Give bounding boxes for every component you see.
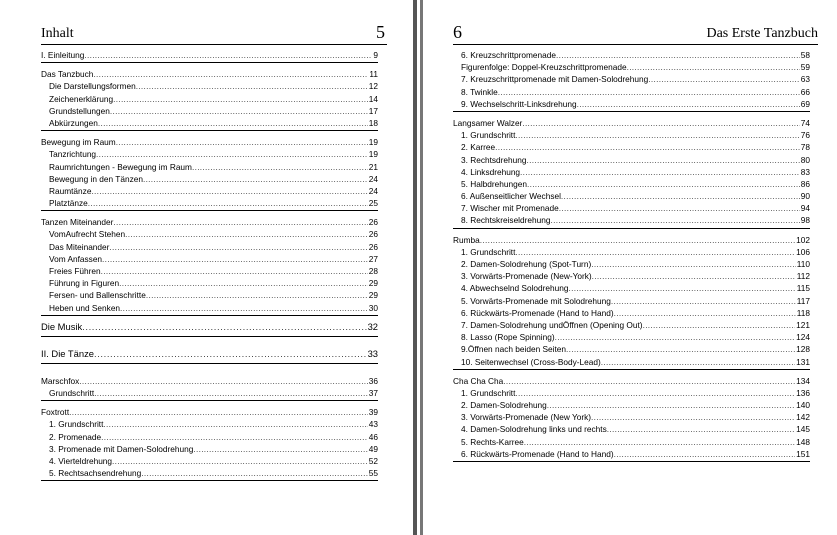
toc-entry[interactable]	[453, 331, 810, 343]
toc-entry[interactable]	[453, 141, 810, 153]
toc-entry-page: 69	[800, 98, 810, 109]
toc-entry[interactable]	[41, 117, 378, 129]
toc-entry[interactable]	[453, 234, 810, 246]
toc-entry[interactable]	[41, 148, 378, 160]
toc-entry-page: 25	[368, 198, 378, 209]
toc-entry-page: 58	[800, 50, 810, 60]
toc-entry-page: 21	[368, 161, 378, 172]
toc-entry[interactable]	[453, 282, 810, 294]
toc-entry[interactable]	[41, 228, 378, 240]
page-title: Das Erste Tanzbuch	[706, 26, 818, 41]
toc-entry-page: 46	[368, 431, 378, 442]
toc-entry[interactable]	[41, 431, 378, 443]
toc-section	[41, 406, 378, 481]
toc-entry[interactable]	[453, 246, 810, 258]
toc-section	[453, 375, 810, 462]
toc-entry-label: 6. Rückwärts-Promenade (Hand to Hand)	[461, 307, 614, 318]
toc-leader-dots	[146, 289, 368, 301]
toc-entry-page: 63	[800, 74, 810, 85]
toc-leader-dots	[193, 443, 367, 455]
toc-entry-label: Grundstellungen	[49, 105, 110, 116]
toc-leader-dots	[84, 49, 372, 61]
toc-leader-dots	[520, 166, 800, 178]
toc-entry-page: 24	[368, 173, 378, 184]
toc-entry[interactable]	[41, 241, 378, 253]
toc-entry-label: 3. Promenade mit Damen-Solodrehung	[49, 443, 194, 454]
toc-entry-page: 29	[368, 278, 378, 289]
toc-entry-label: 3. Vorwärts-Promenade (New-York)	[461, 271, 592, 282]
toc-entry[interactable]	[41, 173, 378, 185]
left-page	[0, 0, 413, 535]
toc-entry[interactable]	[41, 253, 378, 265]
toc-entry-page: 136	[796, 387, 810, 398]
toc-entry-page: 134	[796, 375, 810, 386]
toc-entry-page: 14	[368, 93, 378, 104]
toc-entry-label: Die Musik	[41, 320, 83, 332]
toc-entry-label: 6. Rückwärts-Promenade (Hand to Hand)	[461, 448, 614, 459]
toc-leader-dots	[91, 185, 367, 197]
toc-entry[interactable]	[453, 356, 810, 368]
toc-entry[interactable]	[453, 98, 810, 110]
toc-entry-page: 24	[368, 185, 378, 196]
toc-section	[453, 234, 810, 370]
toc-entry-page: 26	[368, 217, 378, 228]
toc-entry-page: 30	[368, 302, 378, 313]
toc-entry-label: Tanzen Miteinander	[41, 217, 114, 228]
toc-entry[interactable]	[41, 387, 378, 399]
toc-entry[interactable]	[41, 265, 378, 277]
toc-entry-label: 9. Wechselschritt-Linksdrehung	[461, 98, 577, 109]
toc-entry-page: 39	[368, 407, 378, 418]
toc-entry-page: 151	[796, 448, 810, 459]
toc-section	[41, 136, 378, 211]
toc-entry[interactable]	[453, 411, 810, 423]
toc-leader-dots	[101, 431, 368, 443]
toc-entry[interactable]	[453, 214, 810, 226]
toc-entry[interactable]	[41, 302, 378, 314]
toc-entry-page: 27	[368, 253, 378, 264]
toc-entry-label: 8. Twinkle	[461, 86, 498, 97]
toc-entry-label: 6. Außenseitlicher Wechsel	[461, 191, 561, 202]
toc-leader-dots	[119, 277, 368, 289]
toc-leader-dots	[524, 436, 795, 448]
toc-leader-dots	[112, 455, 368, 467]
toc-entry[interactable]	[453, 319, 810, 331]
toc-entry-page: 142	[796, 412, 810, 423]
toc-leader-dots	[559, 202, 800, 214]
toc-entry-label: Raumtänze	[49, 185, 92, 196]
toc-entry[interactable]	[41, 136, 378, 148]
toc-leader-dots	[527, 154, 800, 166]
toc-section	[41, 348, 378, 364]
toc-entry[interactable]	[41, 406, 378, 418]
table-of-contents	[453, 49, 810, 467]
toc-leader-dots	[566, 343, 795, 355]
toc-entry[interactable]	[453, 270, 810, 282]
toc-entry[interactable]	[453, 166, 810, 178]
toc-entry-label: 2. Damen-Solodrehung (Spot-Turn)	[461, 259, 592, 269]
toc-entry-label: Bewegung im Raum	[41, 137, 116, 148]
toc-entry[interactable]	[41, 289, 378, 301]
toc-leader-dots	[110, 105, 368, 117]
toc-entry-label: Freies Führen	[49, 266, 101, 276]
toc-entry-label: Abkürzungen	[49, 117, 98, 128]
toc-entry-label: Die Darstellungsformen	[49, 81, 136, 92]
toc-entry[interactable]	[453, 202, 810, 214]
toc-entry-page: 19	[368, 149, 378, 160]
toc-entry-label: Foxtrott	[41, 407, 70, 418]
toc-section	[41, 68, 378, 131]
toc-entry-page: 12	[368, 81, 378, 92]
toc-leader-dots	[503, 375, 795, 387]
toc-entry[interactable]	[41, 348, 378, 362]
toc-entry[interactable]	[41, 216, 378, 228]
toc-leader-dots	[116, 136, 368, 148]
toc-leader-dots	[522, 117, 799, 129]
toc-entry[interactable]	[453, 375, 810, 387]
toc-entry-page: 118	[796, 307, 810, 318]
toc-entry-page: 33	[367, 347, 378, 359]
toc-entry[interactable]	[41, 93, 378, 105]
toc-entry[interactable]	[41, 443, 378, 455]
toc-entry-label: Das Miteinander	[49, 241, 110, 252]
toc-leader-dots	[93, 68, 368, 80]
toc-entry-label: Fersen- und Ballenschritte	[49, 290, 146, 301]
toc-entry-label: Langsamer Walzer	[453, 117, 523, 128]
toc-leader-dots	[480, 234, 795, 246]
toc-entry[interactable]	[453, 343, 810, 355]
toc-entry[interactable]	[41, 49, 378, 61]
toc-entry-label: 1. Grundschritt	[461, 130, 516, 141]
toc-entry[interactable]	[453, 178, 810, 190]
toc-entry-label: 6. Kreuzschrittpromenade	[461, 50, 557, 60]
toc-leader-dots	[120, 302, 368, 314]
toc-entry[interactable]	[453, 190, 810, 202]
toc-entry-page: 145	[796, 424, 810, 435]
toc-leader-dots	[515, 387, 795, 399]
toc-entry-label: 1. Grundschritt	[49, 419, 104, 430]
toc-entry-page: 76	[800, 130, 810, 141]
toc-leader-dots	[601, 356, 795, 368]
right-page	[423, 0, 837, 535]
toc-entry-label: 9.Öffnen nach beiden Seiten	[461, 344, 567, 355]
toc-section	[41, 321, 378, 337]
toc-leader-dots	[103, 418, 367, 430]
toc-leader-dots	[550, 214, 799, 226]
toc-entry[interactable]	[453, 154, 810, 166]
toc-entry[interactable]	[41, 80, 378, 92]
toc-leader-dots	[515, 246, 795, 258]
toc-entry[interactable]	[41, 455, 378, 467]
toc-section	[453, 117, 810, 229]
toc-entry[interactable]	[41, 277, 378, 289]
toc-leader-dots	[101, 265, 368, 277]
toc-entry[interactable]	[453, 61, 810, 73]
toc-leader-dots	[555, 331, 796, 343]
toc-leader-dots	[98, 117, 368, 129]
toc-leader-dots	[192, 161, 368, 173]
toc-entry-page: 102	[796, 234, 810, 245]
toc-leader-dots	[643, 319, 796, 331]
toc-entry-page: 128	[796, 344, 810, 355]
toc-entry-page: 115	[796, 283, 810, 294]
toc-entry-page: 26	[368, 241, 378, 252]
toc-entry-label: 3. Vorwärts-Promenade (New York)	[461, 412, 592, 423]
toc-entry-label: Marschfox	[41, 375, 80, 386]
toc-entry-label: 10. Seitenwechsel (Cross-Body-Lead)	[461, 356, 601, 367]
toc-entry-label: 8. Rechtskreiseldrehung	[461, 215, 551, 226]
toc-leader-dots	[611, 295, 796, 307]
toc-entry[interactable]	[41, 161, 378, 173]
toc-entry-page: 55	[368, 468, 378, 479]
toc-entry-page: 36	[368, 375, 378, 386]
toc-section	[41, 216, 378, 316]
toc-leader-dots	[96, 148, 368, 160]
toc-entry[interactable]	[453, 117, 810, 129]
toc-leader-dots	[141, 467, 368, 479]
toc-entry-label: 4. Abwechselnd Solodrehung	[461, 283, 569, 294]
toc-entry-label: I. Einleitung	[41, 50, 85, 60]
page-number: 6	[453, 22, 462, 42]
toc-entry-page: 83	[800, 166, 810, 177]
toc-leader-dots	[79, 375, 367, 387]
toc-entry-label: Heben und Senken	[49, 302, 121, 313]
toc-section	[41, 375, 378, 401]
toc-entry-label: 4. Vierteldrehung	[49, 455, 113, 466]
toc-leader-dots	[561, 190, 800, 202]
toc-entry-label: 5. Vorwärts-Promenade mit Solodrehung	[461, 295, 611, 306]
toc-entry[interactable]	[453, 387, 810, 399]
toc-entry-page: 98	[800, 215, 810, 226]
toc-leader-dots	[568, 282, 795, 294]
toc-entry-label: Bewegung in den Tänzen	[49, 173, 143, 184]
toc-entry-label: 2. Damen-Solodrehung	[461, 400, 547, 411]
toc-entry[interactable]	[453, 86, 810, 98]
toc-entry-page: 94	[800, 203, 810, 214]
page-number: 5	[376, 22, 385, 42]
toc-entry[interactable]	[453, 258, 810, 270]
toc-entry-page: 59	[800, 62, 810, 73]
toc-entry-page: 11	[369, 69, 378, 80]
toc-entry-page: 140	[796, 400, 810, 411]
toc-entry-label: 4. Damen-Solodrehung links und rechts	[461, 424, 607, 435]
toc-leader-dots	[495, 141, 800, 153]
toc-entry-label: 4. Linksdrehung	[461, 166, 521, 177]
toc-leader-dots	[113, 93, 368, 105]
toc-leader-dots	[547, 399, 795, 411]
toc-entry[interactable]	[41, 197, 378, 209]
toc-entry-page: 74	[800, 117, 810, 128]
toc-leader-dots	[82, 321, 366, 333]
toc-entry-page: 110	[796, 259, 810, 269]
toc-entry-page: 18	[368, 117, 378, 128]
toc-leader-dots	[527, 178, 800, 190]
toc-leader-dots	[94, 387, 368, 399]
toc-entry-label: Cha Cha Cha	[453, 375, 504, 386]
table-of-contents	[41, 49, 378, 486]
toc-entry-page: 17	[368, 105, 378, 116]
toc-entry-page: 106	[796, 246, 810, 257]
toc-leader-dots	[648, 73, 800, 85]
toc-entry[interactable]	[453, 423, 810, 435]
toc-entry-label: 8. Lasso (Rope Spinning)	[461, 332, 555, 343]
toc-entry[interactable]	[453, 448, 810, 460]
toc-entry-page: 90	[800, 191, 810, 202]
toc-entry-page: 52	[368, 455, 378, 466]
toc-entry-label: Vom Anfassen	[49, 253, 103, 264]
toc-leader-dots	[627, 61, 800, 73]
toc-leader-dots	[102, 253, 368, 265]
toc-entry[interactable]	[41, 418, 378, 430]
toc-entry-label: Zeichenerklärung	[49, 93, 114, 104]
toc-leader-dots	[591, 258, 796, 270]
toc-entry-page: 49	[368, 443, 378, 454]
toc-entry-page: 124	[796, 332, 810, 343]
toc-leader-dots	[113, 216, 367, 228]
page-title: Inhalt	[41, 26, 74, 41]
toc-entry[interactable]	[41, 185, 378, 197]
toc-entry-label: 7. Wischer mit Promenade	[461, 203, 559, 214]
toc-entry-label: Raumrichtungen - Bewegung im Raum	[49, 161, 192, 172]
toc-entry-page: 28	[368, 266, 378, 276]
toc-leader-dots	[143, 173, 368, 185]
toc-entry[interactable]	[453, 295, 810, 307]
toc-entry-label: Platztänze	[49, 198, 88, 209]
toc-leader-dots	[515, 129, 799, 141]
toc-entry-page: 26	[368, 229, 378, 240]
toc-entry-label: 2. Karree	[461, 142, 496, 153]
toc-section	[41, 49, 378, 63]
toc-entry[interactable]	[41, 321, 378, 335]
toc-entry-label: VomAufrecht Stehen	[49, 229, 126, 240]
toc-entry-label: 1. Grundschritt	[461, 246, 516, 257]
page-header	[41, 20, 387, 45]
toc-entry-page: 112	[796, 271, 810, 282]
toc-entry-page: 121	[796, 319, 810, 330]
toc-leader-dots	[591, 411, 795, 423]
toc-entry[interactable]	[41, 375, 378, 387]
toc-entry-page: 19	[368, 137, 378, 148]
toc-entry-page: 80	[800, 154, 810, 165]
toc-entry-label: 5. Rechts-Karree	[461, 436, 524, 447]
toc-entry-label: Führung in Figuren	[49, 278, 120, 289]
toc-leader-dots	[69, 406, 368, 418]
toc-entry-page: 117	[796, 295, 810, 306]
toc-leader-dots	[136, 80, 368, 92]
toc-entry-page: 29	[368, 290, 378, 301]
toc-entry-page: 9	[373, 50, 378, 60]
toc-entry[interactable]	[41, 105, 378, 117]
toc-entry-label: Figurenfolge: Doppel-Kreuzschrittpromenade	[461, 62, 627, 73]
toc-entry-label: 7. Damen-Solodrehung undÖffnen (Opening Out)	[461, 319, 643, 330]
toc-entry-label: Das Tanzbuch	[41, 69, 94, 80]
toc-section	[453, 49, 810, 112]
toc-entry-page: 32	[367, 320, 378, 332]
toc-leader-dots	[614, 448, 796, 460]
toc-entry[interactable]	[453, 49, 810, 61]
toc-entry-page: 43	[368, 419, 378, 430]
toc-leader-dots	[577, 98, 800, 110]
toc-leader-dots	[614, 307, 796, 319]
toc-leader-dots	[607, 423, 795, 435]
toc-leader-dots	[88, 197, 368, 209]
toc-entry[interactable]	[453, 307, 810, 319]
toc-entry-page: 131	[796, 356, 810, 367]
toc-entry[interactable]	[453, 399, 810, 411]
toc-leader-dots	[556, 49, 800, 61]
toc-entry[interactable]	[41, 68, 378, 80]
toc-entry-label: 1. Grundschritt	[461, 387, 516, 398]
toc-entry-page: 37	[368, 387, 378, 398]
toc-entry-page: 86	[800, 178, 810, 189]
toc-entry-label: 2. Promenade	[49, 431, 102, 442]
toc-entry-page: 148	[796, 436, 810, 447]
toc-entry[interactable]	[453, 73, 810, 85]
toc-entry-label: 7. Kreuzschrittpromenade mit Damen-Solodrehung	[461, 74, 649, 85]
toc-entry-label: Grundschritt	[49, 387, 95, 398]
toc-entry[interactable]	[41, 467, 378, 479]
toc-leader-dots	[125, 228, 368, 240]
toc-leader-dots	[498, 86, 800, 98]
toc-entry[interactable]	[453, 129, 810, 141]
toc-entry-label: Tanzrichtung	[49, 149, 97, 160]
toc-leader-dots	[592, 270, 796, 282]
toc-entry-label: 5. Halbdrehungen	[461, 178, 527, 189]
toc-entry-page: 66	[800, 86, 810, 97]
toc-entry-label: 3. Rechtsdrehung	[461, 154, 527, 165]
toc-entry-page: 78	[800, 142, 810, 153]
toc-entry[interactable]	[453, 436, 810, 448]
toc-entry-label: II. Die Tänze	[41, 347, 94, 359]
toc-leader-dots	[109, 241, 367, 253]
toc-entry-label: 5. Rechtsachsendrehung	[49, 468, 142, 479]
toc-leader-dots	[94, 348, 367, 360]
page-header	[453, 20, 818, 45]
toc-entry-label: Rumba	[453, 234, 480, 245]
